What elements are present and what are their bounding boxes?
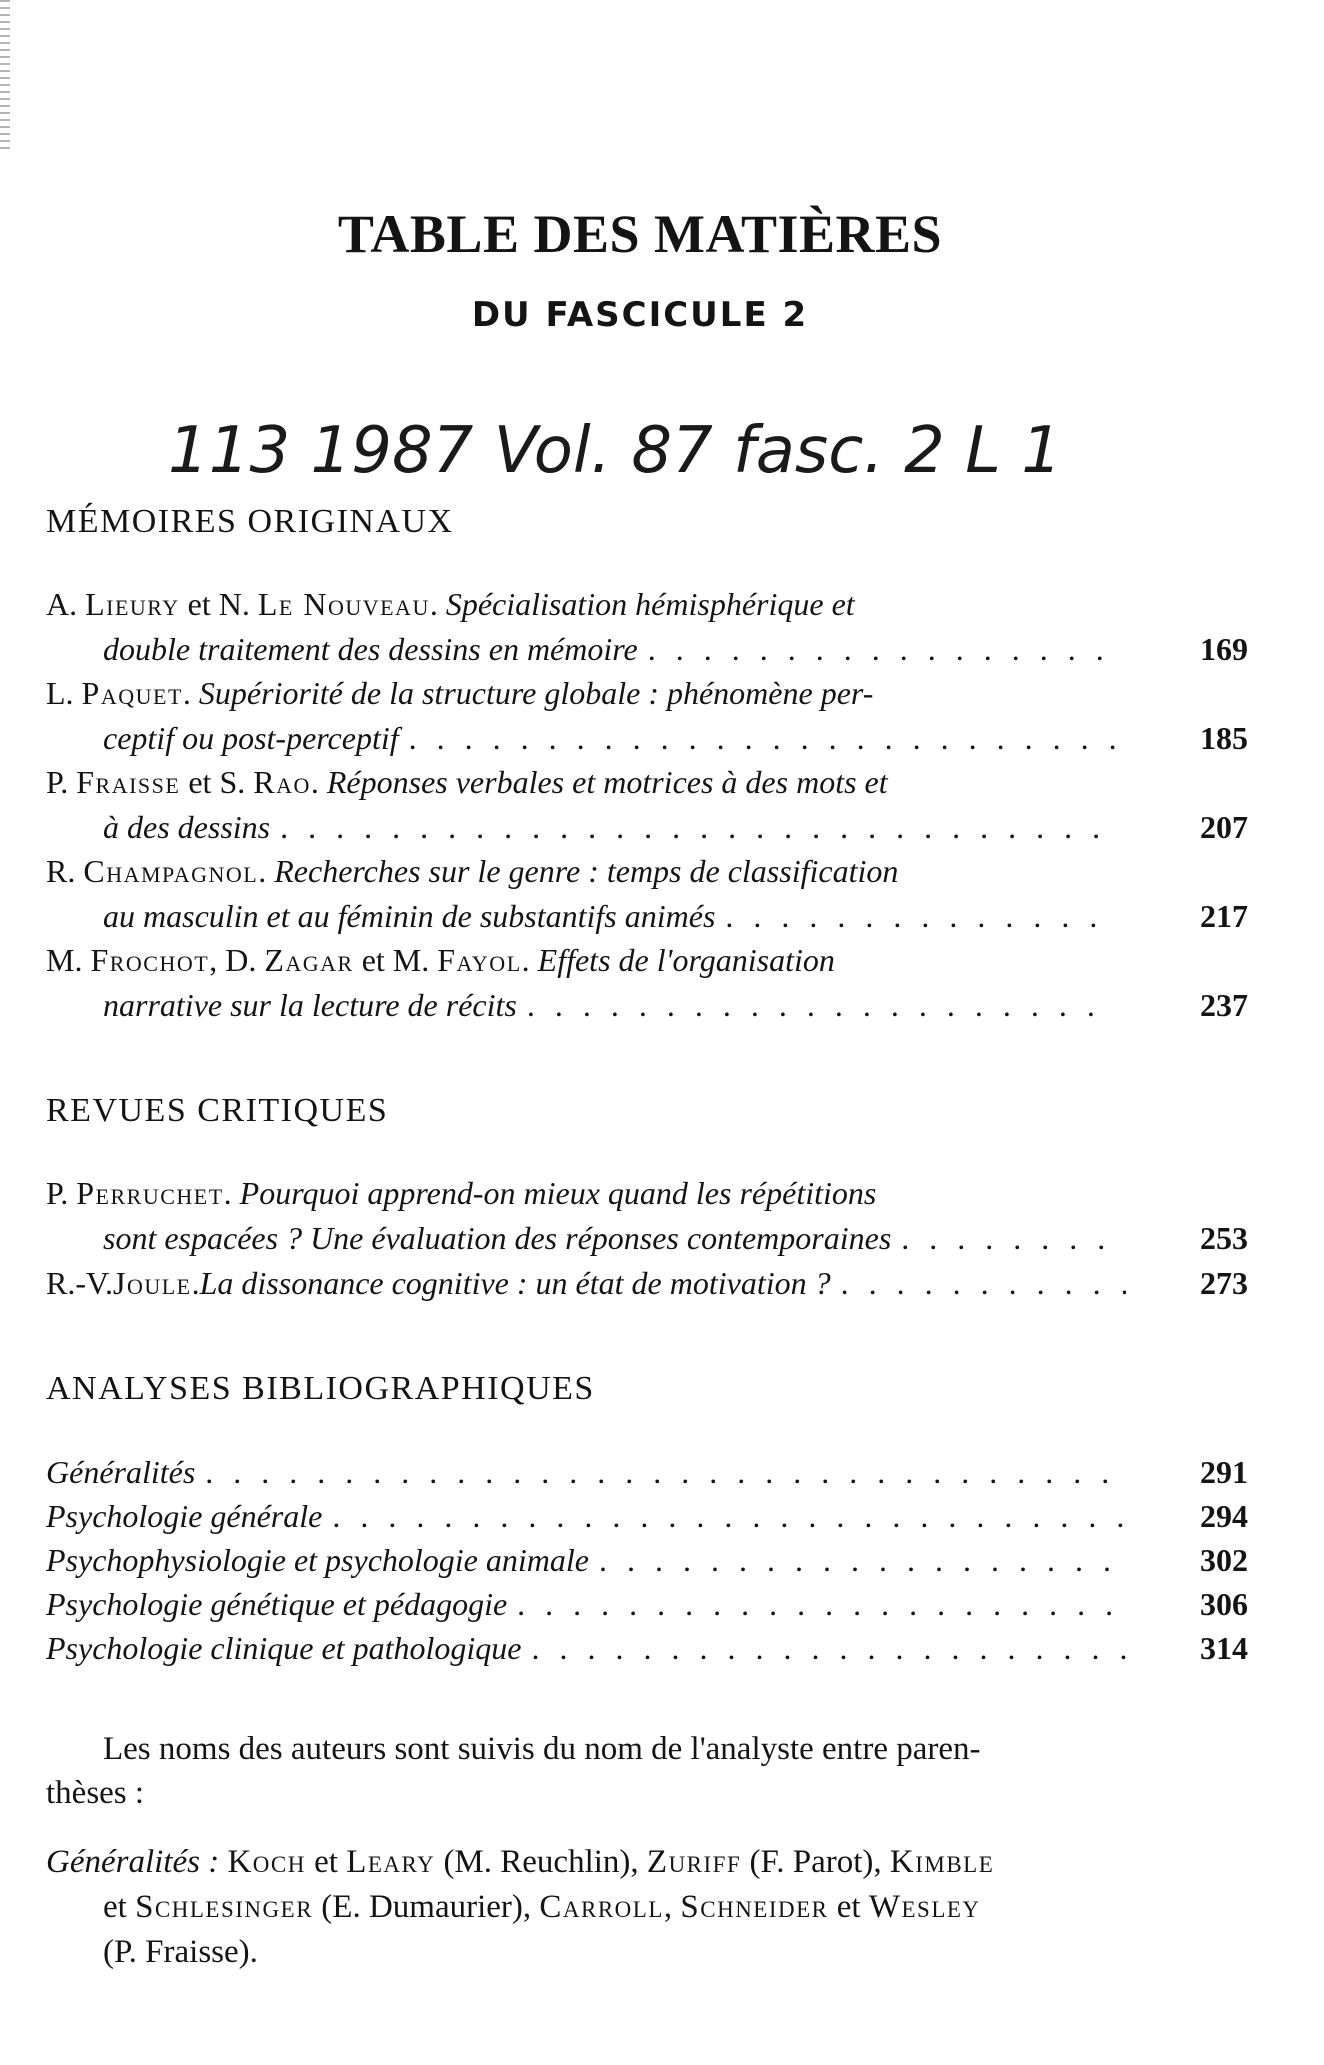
- author-join: et M.: [353, 942, 438, 978]
- author-name: Carroll: [539, 1889, 664, 1925]
- analysis-label: Généralités: [46, 1454, 196, 1490]
- toc-entry-5-line2: [103, 983, 1115, 1027]
- section-heading-memoires: MÉMOIRES ORIGINAUX: [46, 503, 454, 540]
- entry-title: Pourquoi apprend-on mieux quand les répétitions: [239, 1175, 877, 1211]
- author-name: Perruchet: [76, 1175, 224, 1211]
- analysis-label: Psychologie générale: [46, 1498, 323, 1534]
- page-number: 207: [1200, 809, 1248, 845]
- author-name: Champagnol: [83, 853, 259, 889]
- dot-leader: [332, 1494, 1126, 1538]
- author-initial: R.-V.: [46, 1265, 113, 1301]
- note-text: (F. Parot),: [741, 1844, 890, 1880]
- analysis-label: Psychologie clinique et pathologique: [46, 1630, 522, 1666]
- author-name: Lieury: [85, 586, 180, 622]
- note-generalites-line2: [103, 1885, 981, 1929]
- page-number: 217: [1200, 898, 1248, 934]
- section-heading-analyses: ANALYSES BIBLIOGRAPHIQUES: [46, 1370, 595, 1407]
- page-number: 306: [1200, 1586, 1248, 1622]
- author-sep: .: [429, 586, 446, 622]
- page-number: 302: [1200, 1542, 1248, 1578]
- dot-leader: [205, 1450, 1126, 1494]
- entry-title: narrative sur la lecture de récits: [103, 987, 517, 1023]
- author-name: Joule: [112, 1265, 192, 1301]
- author-name: Kimble: [889, 1844, 995, 1880]
- page-number: 314: [1200, 1630, 1248, 1666]
- author-join: et S.: [180, 764, 254, 800]
- author-sep: .: [182, 675, 199, 711]
- entry-title: au masculin et au féminin de substantifs animés: [103, 898, 716, 934]
- note-generalites-line3: (P. Fraisse).: [103, 1934, 258, 1970]
- author-name: Frochot: [90, 942, 210, 978]
- author-name: Wesley: [868, 1889, 981, 1925]
- toc-entry-6-line2: [103, 1216, 1115, 1260]
- author-name: Zuriff: [646, 1844, 742, 1880]
- dot-leader: [517, 1582, 1126, 1626]
- author-name: Fayol: [437, 942, 522, 978]
- page-number: 185: [1200, 720, 1248, 756]
- toc-entry-4-line2: [103, 894, 1115, 938]
- author-initial: P.: [46, 1175, 77, 1211]
- author-initial: M.: [46, 942, 91, 978]
- author-sep: .: [223, 1175, 240, 1211]
- dot-leader: [527, 983, 1115, 1027]
- author-initial: P.: [46, 764, 77, 800]
- author-join: , D.: [209, 942, 265, 978]
- toc-entry-5-line1: [46, 938, 835, 982]
- analysis-label: Psychophysiologie et psychologie animale: [46, 1542, 589, 1578]
- dot-leader: [409, 716, 1115, 760]
- analysis-entry: [46, 1626, 1126, 1670]
- page-number: 273: [1200, 1265, 1248, 1301]
- author-name: Zagar: [264, 942, 354, 978]
- note-text: (M. Reuchlin),: [435, 1844, 647, 1880]
- dot-leader: [280, 805, 1115, 849]
- author-sep: .: [310, 764, 327, 800]
- note-intro-line2: thèses :: [46, 1775, 145, 1811]
- dot-leader: [531, 1626, 1126, 1670]
- entry-title: double traitement des dessins en mémoire: [103, 631, 638, 667]
- note-text: et: [103, 1889, 136, 1925]
- author-initial: L.: [46, 675, 82, 711]
- entry-title: Recherches sur le genre : temps de classification: [274, 853, 899, 889]
- author-name: Schneider: [680, 1889, 829, 1925]
- toc-entry-3-line1: [46, 760, 888, 804]
- author-name: Rao: [253, 764, 311, 800]
- scan-edge-artifact: [0, 0, 10, 150]
- toc-entry-2-line2: [103, 716, 1115, 760]
- note-label: Généralités :: [46, 1844, 220, 1880]
- entry-title: La dissonance cognitive : un état de motivation ?: [199, 1265, 831, 1301]
- page-number: 237: [1200, 987, 1248, 1023]
- toc-entry-4-line1: [46, 849, 898, 893]
- entry-title: Effets de l'organisation: [537, 942, 835, 978]
- toc-entry-7-line1: [46, 1261, 1126, 1305]
- analysis-entry: [46, 1494, 1126, 1538]
- entry-title: Spécialisation hémisphérique et: [445, 586, 855, 622]
- note-text: ,: [663, 1889, 681, 1925]
- dot-leader: [599, 1538, 1126, 1582]
- author-initial: R.: [46, 853, 84, 889]
- entry-title: Réponses verbales et motrices à des mots et: [326, 764, 888, 800]
- author-initial: A.: [46, 586, 86, 622]
- analysis-label: Psychologie génétique et pédagogie: [46, 1586, 508, 1622]
- entry-title: sont espacées ? Une évaluation des réponses contemporaines: [103, 1220, 892, 1256]
- author-name: Koch: [227, 1844, 306, 1880]
- dot-leader: [901, 1216, 1115, 1260]
- section-heading-revues: REVUES CRITIQUES: [46, 1092, 389, 1129]
- note-text: et: [305, 1844, 347, 1880]
- toc-entry-3-line2: [103, 805, 1115, 849]
- author-name: Fraisse: [76, 764, 181, 800]
- analysis-entry: [46, 1450, 1126, 1494]
- author-name: Paquet: [81, 675, 183, 711]
- analysis-entry: [46, 1538, 1126, 1582]
- dot-leader: [841, 1261, 1126, 1305]
- page-number: 169: [1200, 631, 1248, 667]
- handwritten-note: [168, 392, 1208, 502]
- page-subtitle: DU FASCICULE 2: [471, 295, 809, 335]
- toc-entry-6-line1: [46, 1171, 876, 1215]
- page-number: 294: [1200, 1498, 1248, 1534]
- note-text: (E. Dumaurier),: [313, 1889, 540, 1925]
- note-text: et: [828, 1889, 869, 1925]
- analysis-entry: [46, 1582, 1126, 1626]
- entry-title: Supériorité de la structure globale : phénomène per-: [198, 675, 874, 711]
- author-sep: .: [258, 853, 275, 889]
- entry-title: ceptif ou post-perceptif: [103, 720, 399, 756]
- author-join: et N.: [179, 586, 258, 622]
- toc-entry-1-line2: [103, 627, 1115, 671]
- page-number: 291: [1200, 1454, 1248, 1490]
- page-title: TABLE DES MATIÈRES: [337, 204, 943, 264]
- note-intro-line1: Les noms des auteurs sont suivis du nom de l'analyste entre paren-: [103, 1731, 981, 1767]
- dot-leader: [648, 627, 1115, 671]
- handwritten-note-text: 113 1987 Vol. 87 fasc. 2 L 1: [168, 414, 1062, 488]
- entry-title: à des dessins: [103, 809, 271, 845]
- author-sep: .: [521, 942, 538, 978]
- author-sep: .: [191, 1265, 200, 1301]
- author-name: Leary: [346, 1844, 436, 1880]
- note-generalites-line1: [46, 1840, 994, 1884]
- dot-leader: [725, 894, 1115, 938]
- author-name: Le Nouveau: [257, 586, 430, 622]
- author-name: Schlesinger: [135, 1889, 314, 1925]
- page-number: 253: [1200, 1220, 1248, 1256]
- toc-entry-2-line1: [46, 671, 873, 715]
- toc-entry-1-line1: [46, 582, 855, 626]
